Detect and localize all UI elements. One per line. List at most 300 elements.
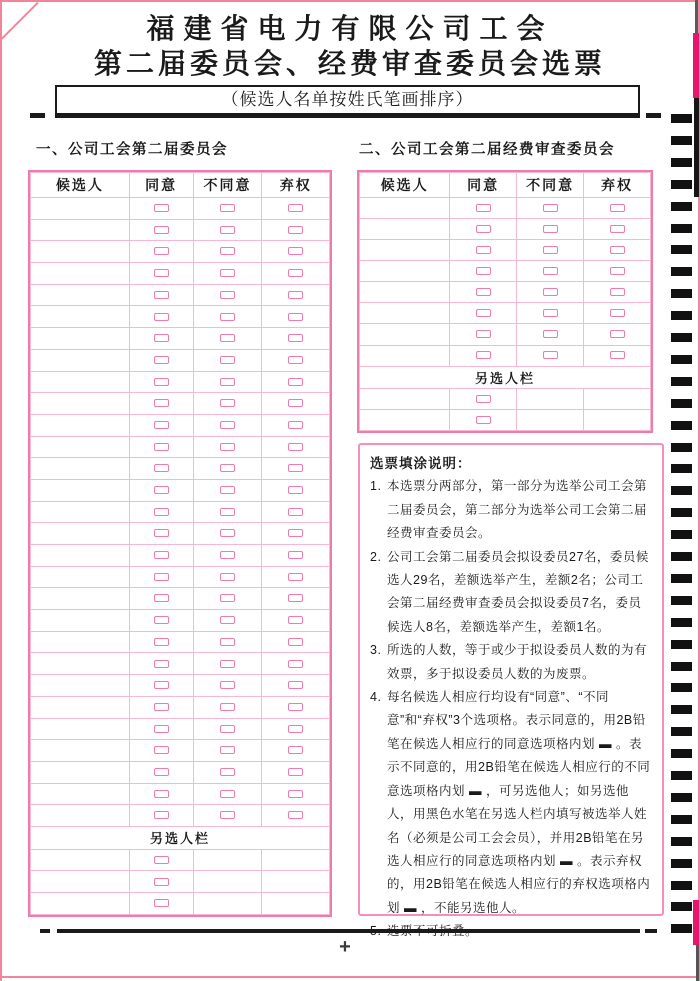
abstain-mark-box[interactable] xyxy=(288,486,303,494)
agree-cell[interactable] xyxy=(129,783,193,805)
agree-mark-box[interactable] xyxy=(154,399,169,407)
abstain-mark-box[interactable] xyxy=(288,529,303,537)
disagree-cell[interactable] xyxy=(193,414,262,436)
candidate-name-cell[interactable] xyxy=(31,631,130,653)
agree-cell[interactable] xyxy=(450,345,517,366)
agree-cell[interactable] xyxy=(129,871,193,893)
agree-mark-box[interactable] xyxy=(154,378,169,386)
candidate-name-cell[interactable] xyxy=(31,349,130,371)
instruction-text: 每名候选人相应行均设有“同意”、“不同意”和“弃权”3个选项格。表示同意的，用2B铅笔在候选人相应行的同意选项格内划 ▬ 。表示不同意的，用2B铅笔在候选人相应行的不同意选项格内划 ▬ ，可另选他人；如另选他人，用黑色水笔在另选人栏内填写被选举人姓名（必须是公司工会会员），并用2B铅笔在另选人相应行的同意选项格内划 ▬ 。表示弃权的，用2B铅笔在候选人相应行的弃权选项格内划 ▬ ，不能另选他人。 xyxy=(387,690,651,915)
abstain-mark-box[interactable] xyxy=(288,399,303,407)
agree-cell[interactable] xyxy=(129,610,193,632)
disagree-cell[interactable] xyxy=(193,805,262,827)
agree-mark-box[interactable] xyxy=(154,291,169,299)
abstain-mark-box[interactable] xyxy=(288,464,303,472)
disagree-mark-box[interactable] xyxy=(220,378,235,386)
candidate-name-cell[interactable] xyxy=(31,263,130,285)
abstain-mark-box[interactable] xyxy=(288,378,303,386)
disagree-cell[interactable] xyxy=(193,588,262,610)
disagree-mark-box[interactable] xyxy=(220,226,235,234)
disagree-mark-box[interactable] xyxy=(220,313,235,321)
disagree-mark-box[interactable] xyxy=(220,746,235,754)
abstain-mark-box[interactable] xyxy=(288,247,303,255)
disagree-cell[interactable] xyxy=(193,740,262,762)
disagree-cell[interactable] xyxy=(193,783,262,805)
disagree-mark-box[interactable] xyxy=(220,681,235,689)
disagree-cell[interactable] xyxy=(193,306,262,328)
agree-mark-box[interactable] xyxy=(154,746,169,754)
abstain-mark-box[interactable] xyxy=(288,291,303,299)
abstain-cell[interactable] xyxy=(262,393,330,415)
abstain-mark-box[interactable] xyxy=(288,508,303,516)
disagree-cell[interactable] xyxy=(193,284,262,306)
agree-mark-box[interactable] xyxy=(154,443,169,451)
abstain-cell[interactable] xyxy=(584,198,651,219)
candidate-name-cell[interactable] xyxy=(31,761,130,783)
agree-cell[interactable] xyxy=(129,284,193,306)
agree-cell[interactable] xyxy=(129,458,193,480)
abstain-cell[interactable] xyxy=(262,783,330,805)
agree-mark-box[interactable] xyxy=(154,768,169,776)
timing-mark xyxy=(671,881,692,890)
candidate-name-cell[interactable] xyxy=(360,324,450,345)
disagree-mark-box[interactable] xyxy=(543,204,558,212)
write-in-section-row xyxy=(31,826,330,849)
candidate-name-cell[interactable] xyxy=(31,436,130,458)
disagree-cell[interactable] xyxy=(193,219,262,241)
agree-cell[interactable] xyxy=(450,219,517,240)
abstain-mark-box[interactable] xyxy=(288,269,303,277)
abstain-cell[interactable] xyxy=(584,282,651,303)
instruction-item xyxy=(370,546,654,640)
candidate-name-cell[interactable] xyxy=(31,610,130,632)
abstain-cell[interactable] xyxy=(262,349,330,371)
write-in-row xyxy=(360,388,651,409)
disagree-cell[interactable] xyxy=(193,328,262,350)
agree-cell[interactable] xyxy=(129,545,193,567)
agree-mark-box[interactable] xyxy=(154,573,169,581)
abstain-mark-box[interactable] xyxy=(288,334,303,342)
agree-mark-box[interactable] xyxy=(154,269,169,277)
abstain-cell[interactable] xyxy=(262,306,330,328)
agree-cell[interactable] xyxy=(129,263,193,285)
instruction-number: 3. xyxy=(370,643,382,658)
disagree-mark-box[interactable] xyxy=(220,638,235,646)
agree-mark-box[interactable] xyxy=(154,638,169,646)
agree-mark-box[interactable] xyxy=(154,334,169,342)
disagree-mark-box[interactable] xyxy=(220,269,235,277)
abstain-cell[interactable] xyxy=(262,436,330,458)
abstain-cell[interactable] xyxy=(262,458,330,480)
candidate-name-cell[interactable] xyxy=(31,241,130,263)
disagree-mark-box[interactable] xyxy=(220,399,235,407)
agree-mark-box[interactable] xyxy=(154,594,169,602)
disagree-mark-box[interactable] xyxy=(220,291,235,299)
agree-mark-box[interactable] xyxy=(154,790,169,798)
candidate-name-cell[interactable] xyxy=(31,284,130,306)
agree-mark-box[interactable] xyxy=(476,309,491,317)
abstain-mark-box[interactable] xyxy=(610,267,625,275)
page-edge-top-line xyxy=(0,0,700,2)
disagree-cell[interactable] xyxy=(193,241,262,263)
agree-cell[interactable] xyxy=(129,241,193,263)
disagree-cell[interactable] xyxy=(193,349,262,371)
agree-cell[interactable] xyxy=(129,805,193,827)
agree-cell[interactable] xyxy=(129,761,193,783)
disagree-mark-box[interactable] xyxy=(220,594,235,602)
candidate-name-cell[interactable] xyxy=(31,675,130,697)
candidate-row xyxy=(360,345,651,366)
abstain-cell[interactable] xyxy=(584,303,651,324)
candidate-name-cell[interactable] xyxy=(31,393,130,415)
agree-mark-box[interactable] xyxy=(154,856,169,864)
disagree-cell[interactable] xyxy=(193,653,262,675)
disagree-cell[interactable] xyxy=(193,198,262,220)
disagree-cell[interactable] xyxy=(193,675,262,697)
agree-cell[interactable] xyxy=(129,219,193,241)
disagree-cell[interactable] xyxy=(193,761,262,783)
agree-mark-box[interactable] xyxy=(154,681,169,689)
timing-mark xyxy=(671,136,692,145)
abstain-cell[interactable] xyxy=(262,631,330,653)
agree-cell[interactable] xyxy=(129,371,193,393)
abstain-cell[interactable] xyxy=(262,805,330,827)
agree-mark-box[interactable] xyxy=(154,486,169,494)
abstain-cell[interactable] xyxy=(262,610,330,632)
candidate-name-cell[interactable] xyxy=(360,345,450,366)
disagree-mark-box[interactable] xyxy=(220,703,235,711)
agree-cell[interactable] xyxy=(129,479,193,501)
agree-cell[interactable] xyxy=(129,501,193,523)
candidate-name-cell[interactable] xyxy=(31,306,130,328)
abstain-mark-box[interactable] xyxy=(288,313,303,321)
agree-mark-box[interactable] xyxy=(154,703,169,711)
disagree-cell[interactable] xyxy=(193,523,262,545)
agree-cell[interactable] xyxy=(450,388,517,409)
disagree-cell[interactable] xyxy=(193,545,262,567)
candidate-name-cell[interactable] xyxy=(360,282,450,303)
disagree-cell[interactable] xyxy=(193,610,262,632)
abstain-mark-box[interactable] xyxy=(288,811,303,819)
disagree-cell[interactable] xyxy=(517,324,584,345)
candidate-name-cell[interactable] xyxy=(360,240,450,261)
candidate-name-cell[interactable] xyxy=(31,783,130,805)
abstain-cell[interactable] xyxy=(262,284,330,306)
agree-mark-box[interactable] xyxy=(476,330,491,338)
abstain-mark-box[interactable] xyxy=(610,225,625,233)
agree-mark-box[interactable] xyxy=(154,529,169,537)
disagree-mark-box[interactable] xyxy=(220,725,235,733)
agree-mark-box[interactable] xyxy=(476,225,491,233)
disagree-mark-box[interactable] xyxy=(543,330,558,338)
abstain-cell[interactable] xyxy=(584,261,651,282)
edge-calibration-bar xyxy=(693,33,699,98)
agree-cell[interactable] xyxy=(129,349,193,371)
agree-mark-box[interactable] xyxy=(476,351,491,359)
agree-mark-box[interactable] xyxy=(154,616,169,624)
abstain-mark-box[interactable] xyxy=(288,551,303,559)
candidate-name-cell[interactable] xyxy=(31,523,130,545)
abstain-cell[interactable] xyxy=(262,501,330,523)
write-in-section-label: 另选人栏 xyxy=(31,826,330,849)
disagree-cell[interactable] xyxy=(517,240,584,261)
disagree-mark-box[interactable] xyxy=(543,309,558,317)
disagree-mark-box[interactable] xyxy=(220,486,235,494)
agree-mark-box[interactable] xyxy=(154,660,169,668)
agree-mark-box[interactable] xyxy=(476,204,491,212)
candidate-name-cell[interactable] xyxy=(31,458,130,480)
agree-cell[interactable] xyxy=(129,740,193,762)
abstain-cell[interactable] xyxy=(262,566,330,588)
agree-mark-box[interactable] xyxy=(154,247,169,255)
agree-cell[interactable] xyxy=(129,198,193,220)
agree-cell[interactable] xyxy=(450,409,517,430)
disagree-mark-box[interactable] xyxy=(220,660,235,668)
disagree-mark-box[interactable] xyxy=(220,356,235,364)
disagree-mark-box[interactable] xyxy=(220,247,235,255)
disagree-mark-box[interactable] xyxy=(220,616,235,624)
abstain-cell[interactable] xyxy=(262,761,330,783)
abstain-cell[interactable] xyxy=(262,328,330,350)
write-in-name-cell[interactable] xyxy=(360,409,450,430)
candidate-name-cell[interactable] xyxy=(31,371,130,393)
abstain-cell[interactable] xyxy=(262,219,330,241)
abstain-cell[interactable] xyxy=(584,219,651,240)
agree-cell[interactable] xyxy=(129,436,193,458)
abstain-cell[interactable] xyxy=(262,545,330,567)
candidate-name-cell[interactable] xyxy=(31,479,130,501)
agree-mark-box[interactable] xyxy=(476,416,491,424)
candidate-name-cell[interactable] xyxy=(31,328,130,350)
agree-mark-box[interactable] xyxy=(476,395,491,403)
agree-cell[interactable] xyxy=(450,261,517,282)
candidate-name-cell[interactable] xyxy=(31,545,130,567)
abstain-mark-box[interactable] xyxy=(288,768,303,776)
disagree-cell[interactable] xyxy=(193,393,262,415)
disagree-cell[interactable] xyxy=(193,436,262,458)
abstain-cell[interactable] xyxy=(262,479,330,501)
disagree-mark-box[interactable] xyxy=(543,351,558,359)
abstain-mark-box[interactable] xyxy=(288,226,303,234)
candidate-row xyxy=(360,303,651,324)
agree-mark-box[interactable] xyxy=(154,878,169,886)
disagree-mark-box[interactable] xyxy=(220,508,235,516)
disagree-mark-box[interactable] xyxy=(220,573,235,581)
agree-mark-box[interactable] xyxy=(154,464,169,472)
candidate-name-cell[interactable] xyxy=(31,219,130,241)
disagree-mark-box[interactable] xyxy=(543,246,558,254)
candidate-name-cell[interactable] xyxy=(31,696,130,718)
disagree-mark-box[interactable] xyxy=(220,811,235,819)
agree-mark-box[interactable] xyxy=(154,551,169,559)
disagree-mark-box[interactable] xyxy=(220,768,235,776)
abstain-mark-box[interactable] xyxy=(610,309,625,317)
abstain-cell[interactable] xyxy=(262,718,330,740)
disagree-mark-box[interactable] xyxy=(220,443,235,451)
abstain-cell[interactable] xyxy=(262,263,330,285)
agree-mark-box[interactable] xyxy=(154,356,169,364)
abstain-mark-box[interactable] xyxy=(288,356,303,364)
agree-cell[interactable] xyxy=(129,675,193,697)
disagree-mark-box[interactable] xyxy=(220,204,235,212)
agree-cell[interactable] xyxy=(450,324,517,345)
agree-mark-box[interactable] xyxy=(154,204,169,212)
disagree-cell[interactable] xyxy=(193,696,262,718)
disagree-mark-box[interactable] xyxy=(220,421,235,429)
abstain-mark-box[interactable] xyxy=(288,594,303,602)
disagree-cell[interactable] xyxy=(193,501,262,523)
candidate-name-cell[interactable] xyxy=(360,303,450,324)
abstain-mark-box[interactable] xyxy=(288,443,303,451)
agree-mark-box[interactable] xyxy=(476,267,491,275)
agree-cell[interactable] xyxy=(129,566,193,588)
abstain-cell[interactable] xyxy=(262,198,330,220)
timing-mark xyxy=(671,837,692,846)
write-in-name-cell[interactable] xyxy=(360,388,450,409)
candidate-name-cell[interactable] xyxy=(31,805,130,827)
disagree-cell[interactable] xyxy=(193,566,262,588)
agree-cell[interactable] xyxy=(129,523,193,545)
agree-cell[interactable] xyxy=(129,631,193,653)
agree-cell[interactable] xyxy=(129,849,193,871)
disagree-mark-box[interactable] xyxy=(543,225,558,233)
abstain-cell[interactable] xyxy=(262,241,330,263)
candidate-name-cell[interactable] xyxy=(31,740,130,762)
disagree-mark-box[interactable] xyxy=(220,551,235,559)
empty-cell xyxy=(262,893,330,915)
agree-cell[interactable] xyxy=(450,303,517,324)
agree-cell[interactable] xyxy=(129,414,193,436)
agree-mark-box[interactable] xyxy=(154,508,169,516)
disagree-cell[interactable] xyxy=(193,263,262,285)
disagree-mark-box[interactable] xyxy=(220,790,235,798)
candidate-name-cell[interactable] xyxy=(31,198,130,220)
timing-mark xyxy=(671,683,692,692)
header-separator-dash-left xyxy=(30,113,45,118)
abstain-cell[interactable] xyxy=(262,696,330,718)
agree-cell[interactable] xyxy=(129,653,193,675)
agree-mark-box[interactable] xyxy=(476,246,491,254)
abstain-mark-box[interactable] xyxy=(610,204,625,212)
disagree-cell[interactable] xyxy=(193,458,262,480)
candidate-name-cell[interactable] xyxy=(360,261,450,282)
edge-calibration-bar xyxy=(695,0,698,33)
disagree-mark-box[interactable] xyxy=(220,464,235,472)
abstain-cell[interactable] xyxy=(262,740,330,762)
header-row xyxy=(360,173,651,198)
candidate-row xyxy=(31,371,330,393)
write-in-name-cell[interactable] xyxy=(31,893,130,915)
disagree-cell[interactable] xyxy=(193,631,262,653)
agree-cell[interactable] xyxy=(450,198,517,219)
abstain-mark-box[interactable] xyxy=(610,246,625,254)
agree-mark-box[interactable] xyxy=(154,421,169,429)
disagree-cell[interactable] xyxy=(517,282,584,303)
abstain-mark-box[interactable] xyxy=(288,660,303,668)
abstain-mark-box[interactable] xyxy=(288,638,303,646)
candidate-row xyxy=(31,805,330,827)
agree-cell[interactable] xyxy=(129,328,193,350)
column-header-abstain: 弃权 xyxy=(262,173,330,198)
abstain-cell[interactable] xyxy=(584,345,651,366)
agree-mark-box[interactable] xyxy=(154,226,169,234)
abstain-mark-box[interactable] xyxy=(288,703,303,711)
abstain-mark-box[interactable] xyxy=(288,616,303,624)
abstain-mark-box[interactable] xyxy=(610,351,625,359)
instruction-item xyxy=(370,639,654,686)
agree-mark-box[interactable] xyxy=(154,811,169,819)
abstain-cell[interactable] xyxy=(584,324,651,345)
candidate-name-cell[interactable] xyxy=(31,566,130,588)
agree-cell[interactable] xyxy=(129,393,193,415)
agree-cell[interactable] xyxy=(129,893,193,915)
timing-mark xyxy=(671,705,692,714)
candidate-row xyxy=(31,349,330,371)
abstain-cell[interactable] xyxy=(262,414,330,436)
disagree-cell[interactable] xyxy=(517,219,584,240)
agree-mark-box[interactable] xyxy=(154,313,169,321)
abstain-cell[interactable] xyxy=(262,675,330,697)
disagree-cell[interactable] xyxy=(193,718,262,740)
agree-cell[interactable] xyxy=(129,718,193,740)
disagree-cell[interactable] xyxy=(517,345,584,366)
agree-cell[interactable] xyxy=(129,306,193,328)
abstain-cell[interactable] xyxy=(584,240,651,261)
instructions-title: 选票填涂说明： xyxy=(370,456,472,471)
candidate-name-cell[interactable] xyxy=(31,718,130,740)
disagree-mark-box[interactable] xyxy=(220,334,235,342)
abstain-cell[interactable] xyxy=(262,588,330,610)
abstain-mark-box[interactable] xyxy=(288,573,303,581)
abstain-cell[interactable] xyxy=(262,653,330,675)
write-in-name-cell[interactable] xyxy=(31,849,130,871)
candidate-name-cell[interactable] xyxy=(31,653,130,675)
candidate-name-cell[interactable] xyxy=(360,198,450,219)
abstain-mark-box[interactable] xyxy=(288,746,303,754)
candidate-name-cell[interactable] xyxy=(31,501,130,523)
candidate-name-cell[interactable] xyxy=(360,219,450,240)
agree-cell[interactable] xyxy=(129,696,193,718)
agree-cell[interactable] xyxy=(450,240,517,261)
abstain-mark-box[interactable] xyxy=(288,790,303,798)
disagree-cell[interactable] xyxy=(193,479,262,501)
disagree-mark-box[interactable] xyxy=(543,267,558,275)
agree-cell[interactable] xyxy=(450,282,517,303)
agree-mark-box[interactable] xyxy=(154,899,169,907)
candidate-name-cell[interactable] xyxy=(31,414,130,436)
disagree-mark-box[interactable] xyxy=(543,288,558,296)
disagree-cell[interactable] xyxy=(517,198,584,219)
abstain-mark-box[interactable] xyxy=(288,725,303,733)
agree-mark-box[interactable] xyxy=(476,288,491,296)
agree-mark-box[interactable] xyxy=(154,725,169,733)
disagree-cell[interactable] xyxy=(517,303,584,324)
candidate-name-cell[interactable] xyxy=(31,588,130,610)
disagree-cell[interactable] xyxy=(193,371,262,393)
abstain-mark-box[interactable] xyxy=(288,204,303,212)
write-in-name-cell[interactable] xyxy=(31,871,130,893)
abstain-mark-box[interactable] xyxy=(610,330,625,338)
abstain-mark-box[interactable] xyxy=(288,421,303,429)
abstain-cell[interactable] xyxy=(262,523,330,545)
disagree-mark-box[interactable] xyxy=(220,529,235,537)
agree-cell[interactable] xyxy=(129,588,193,610)
abstain-mark-box[interactable] xyxy=(610,288,625,296)
abstain-cell[interactable] xyxy=(262,371,330,393)
abstain-mark-box[interactable] xyxy=(288,681,303,689)
candidate-row xyxy=(31,306,330,328)
disagree-cell[interactable] xyxy=(517,261,584,282)
